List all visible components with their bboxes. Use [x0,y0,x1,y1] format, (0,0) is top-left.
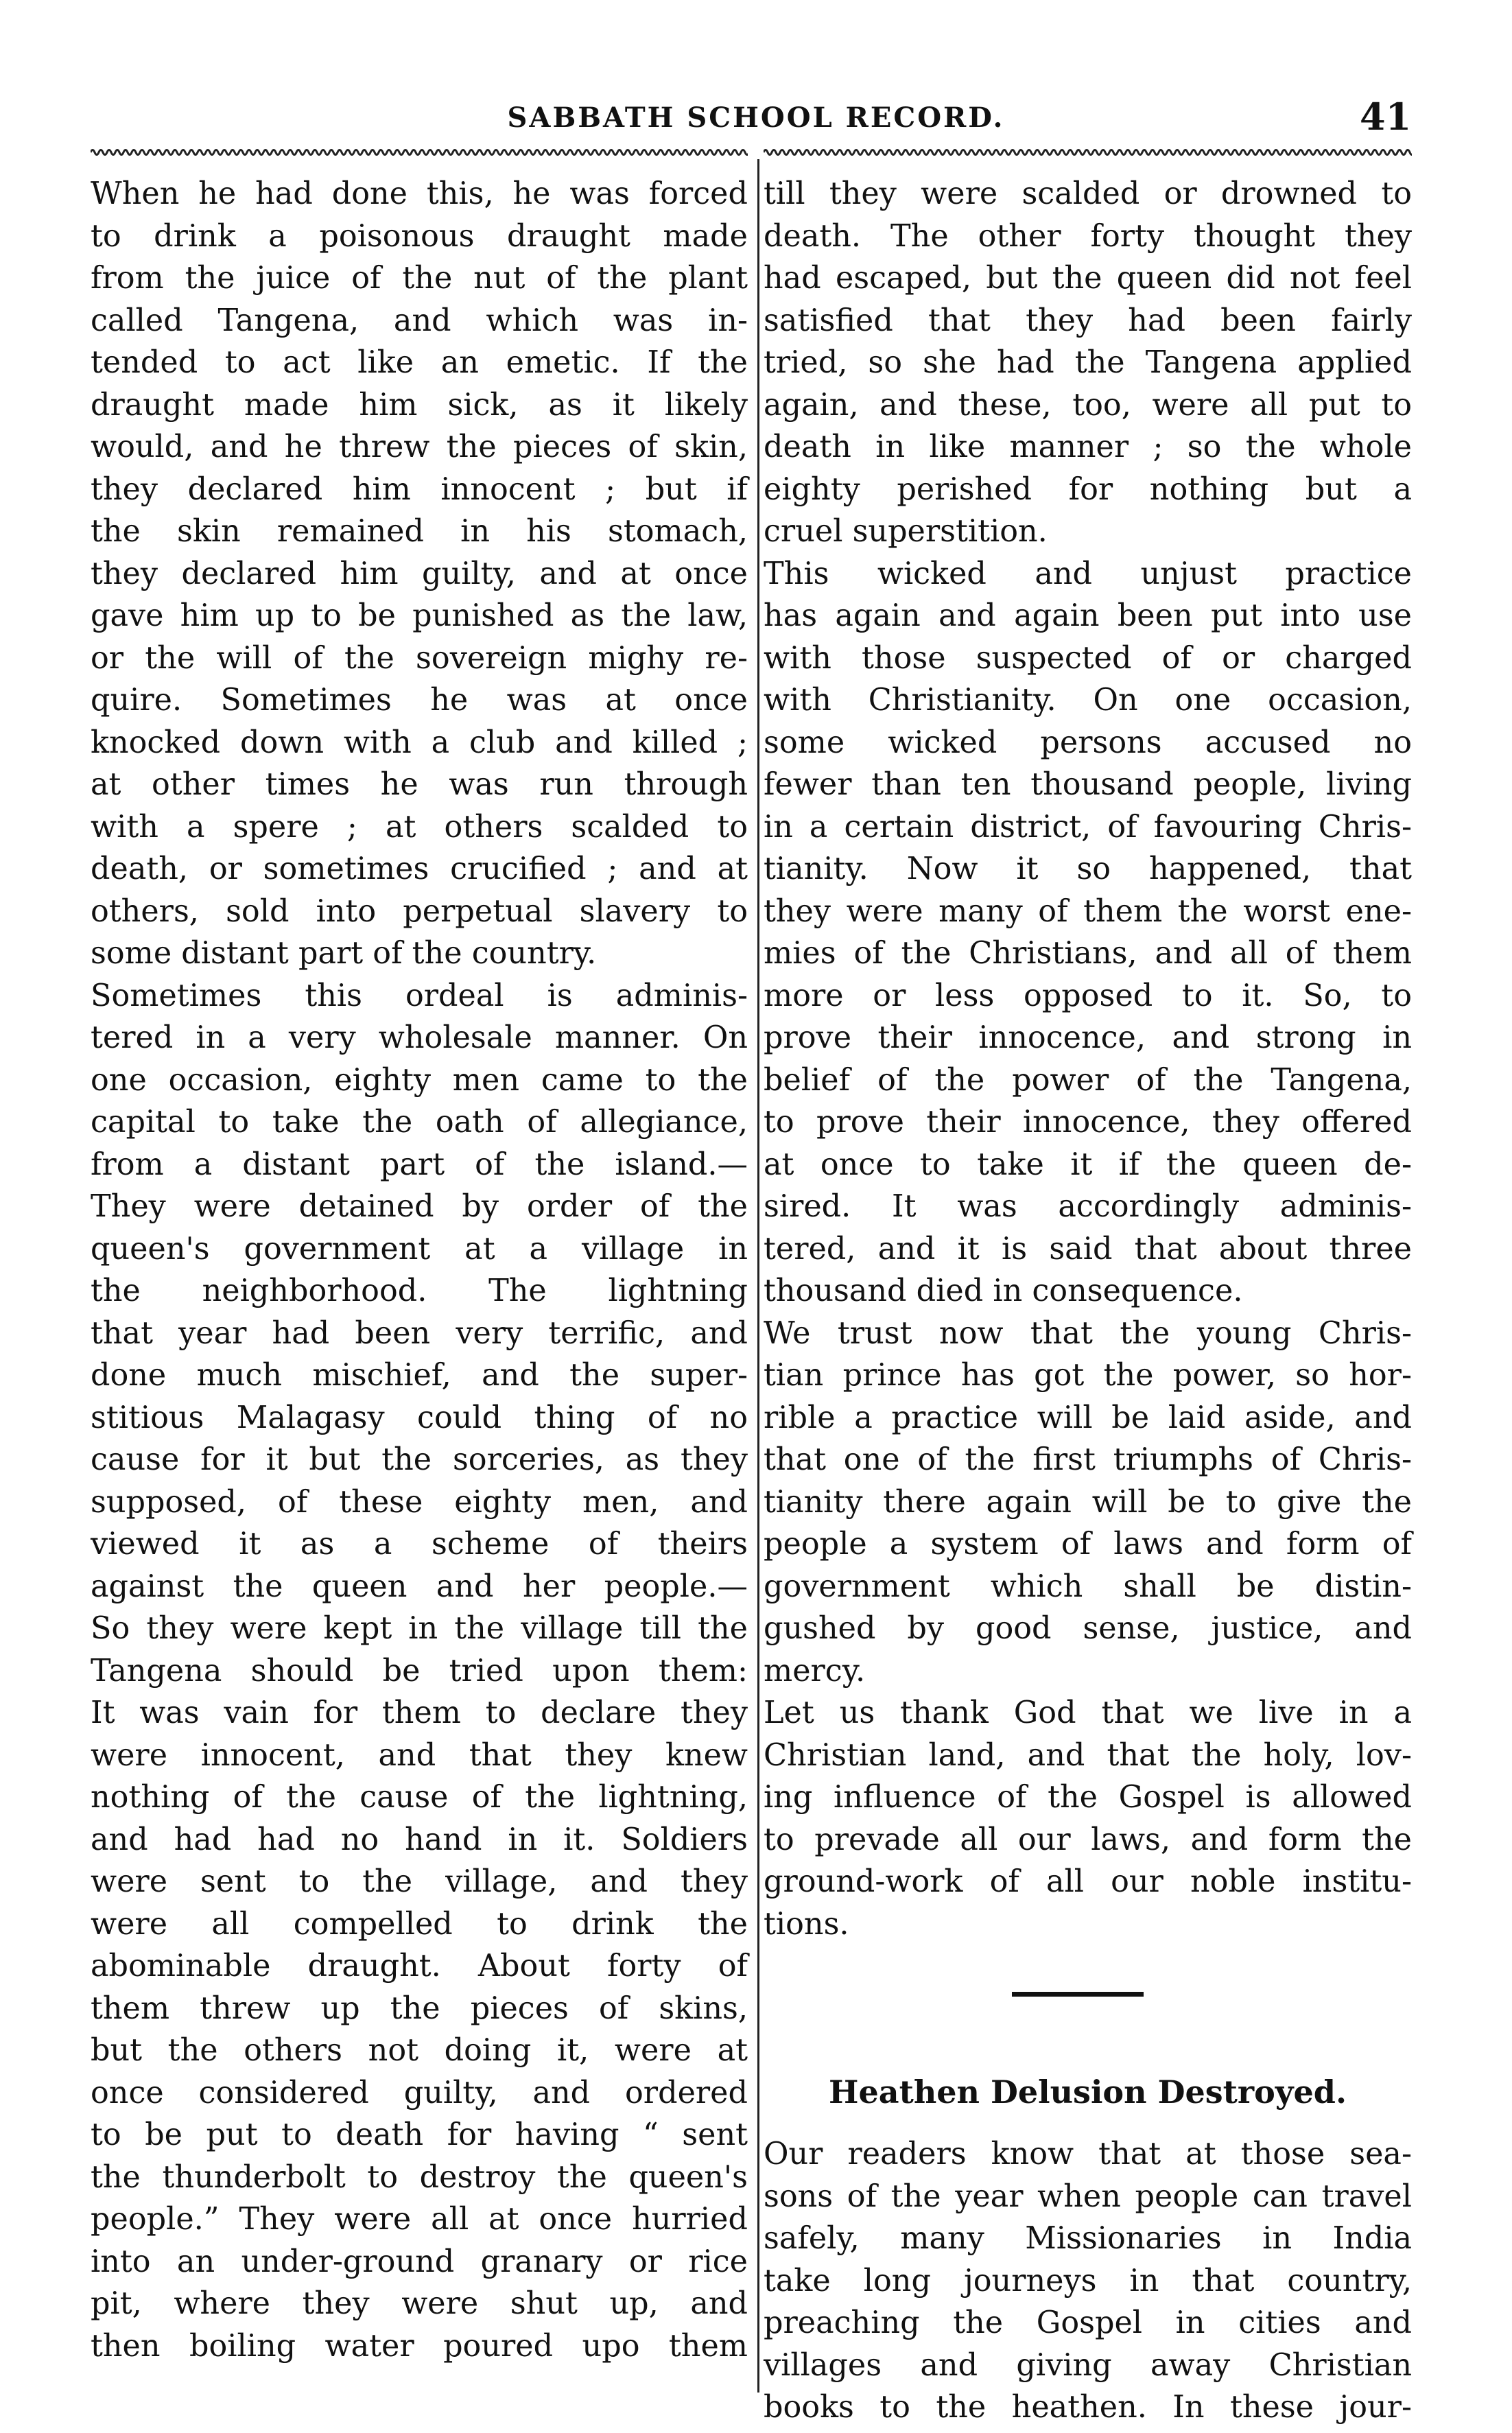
text-line: with Christianity. On one occasion, [764,683,1412,718]
left-column [91,173,748,2367]
text-line: some distant part of the country. [91,936,597,971]
text-line: they were many of them the worst ene- [764,893,1412,929]
text-line: in a certain district, of favouring Chris- [764,809,1412,845]
text-line: We trust now that the young Chris- [764,1315,1412,1351]
text-line: queen's government at a village in [91,1231,748,1267]
text-line: against the queen and her people.— [91,1568,748,1604]
text-line: sons of the year when people can travel [764,2178,1412,2214]
header-rule-right [764,145,1412,159]
text-line: at once to take it if the queen de- [764,1147,1412,1182]
text-line: the thunderbolt to destroy the queen's [91,2159,748,2195]
text-line: to be put to death for having “ sent [91,2117,748,2152]
header-rule-left [91,145,748,159]
text-line: were all compelled to drink the [91,1906,748,1942]
text-line: would, and he threw the pieces of skin, [91,430,748,465]
text-line: to prove their innocence, they offered [764,1105,1412,1140]
text-line: were innocent, and that they knew [91,1737,748,1773]
text-line: or the will of the sovereign mighy re- [91,640,748,676]
text-line: some wicked persons accused no [764,725,1412,760]
text-line: pit, where they were shut up, and [91,2286,748,2321]
text-line: others, sold into perpetual slavery to [91,893,748,929]
text-line: supposed, of these eighty men, and [91,1484,748,1520]
text-line: tended to act like an emetic. If the [91,345,748,380]
text-line: death, or sometimes crucified ; and at [91,851,748,886]
text-line: prove their innocence, and strong in [764,1020,1412,1055]
running-title: SABBATH SCHOOL RECORD. [507,102,1005,134]
text-line: tian prince has got the power, so hor- [764,1358,1412,1393]
text-line: gave him up to be punished as the law, [91,598,748,633]
text-line: to prevade all our laws, and form the [764,1822,1412,1857]
right-column [764,173,1412,2429]
text-line: mies of the Christians, and all of them [764,936,1412,971]
text-line: they declared him innocent ; but if [91,471,748,507]
text-line: eighty perished for nothing but a [764,471,1412,507]
text-line: mercy. [764,1653,866,1689]
text-line: gushed by good sense, justice, and [764,1611,1412,1646]
text-line: cause for it but the sorceries, as they [91,1442,748,1477]
text-line: draught made him sick, as it likely [91,387,748,423]
text-line: were sent to the village, and they [91,1864,748,1899]
text-line: abominable draught. About forty of [91,1949,748,1984]
text-line: quire. Sometimes he was at once [91,683,748,718]
text-line: government which shall be distin- [764,1568,1412,1604]
text-line: tianity. Now it so happened, that [764,851,1412,886]
text-line: one occasion, eighty men came to the [91,1062,748,1098]
text-line: people.” They were all at once hurried [91,2202,748,2237]
text-line: into an under-ground granary or rice [91,2244,748,2279]
text-line: fewer than ten thousand people, living [764,767,1412,802]
text-line: till they were scalded or drowned to [764,176,1412,211]
text-line: When he had done this, he was forced [91,176,748,211]
text-line: stitious Malagasy could thing of no [91,1400,748,1435]
text-line: take long journeys in that country, [764,2263,1412,2299]
text-line: Tangena should be tried upon them: [91,1653,748,1689]
text-line: ground-work of all our noble institu- [764,1864,1412,1899]
text-line: knocked down with a club and killed ; [91,725,748,760]
text-line: then boiling water poured upo them [91,2328,748,2364]
text-line: that one of the first triumphs of Chris- [764,1442,1412,1477]
text-line: tered, and it is said that about three [764,1231,1412,1267]
text-line: thousand died in consequence. [764,1273,1243,1308]
text-line: more or less opposed to it. So, to [764,978,1412,1013]
text-line: So they were kept in the village till the [91,1611,748,1646]
text-line: villages and giving away Christian [764,2347,1412,2383]
right-column-text-after [764,2133,1412,2429]
text-line: belief of the power of the Tangena, [764,1062,1412,1098]
text-line: tianity there again will be to give the [764,1484,1412,1520]
text-line: sired. It was accordingly adminis- [764,1189,1412,1224]
text-line: with those suspected of or charged [764,640,1412,676]
text-line: people a system of laws and form of [764,1527,1412,1562]
text-line: rible a practice will be laid aside, and [764,1400,1412,1435]
section-separator-rule [764,1945,1412,2071]
text-line: satisfied that they had been fairly [764,303,1412,338]
text-line: tried, so she had the Tangena applied [764,345,1412,380]
text-line: they declared him guilty, and at once [91,556,748,591]
text-line: capital to take the oath of allegiance, [91,1105,748,1140]
text-line: had escaped, but the queen did not feel [764,261,1412,296]
text-line: the skin remained in his stomach, [91,514,748,549]
text-line: has again and again been put into use [764,598,1412,633]
text-line: Let us thank God that we live in a [764,1695,1412,1730]
text-line: called Tangena, and which was in- [91,303,748,338]
text-line: Our readers know that at those sea- [764,2137,1412,2172]
text-line: done much mischief, and the super- [91,1358,748,1393]
text-line: the neighborhood. The lightning [91,1273,748,1308]
text-line: from a distant part of the island.— [91,1147,748,1182]
text-line: tered in a very wholesale manner. On [91,1020,748,1055]
text-line: nothing of the cause of the lightning, [91,1780,748,1815]
text-line: death. The other forty thought they [764,218,1412,254]
right-column-text-before [764,173,1412,1945]
text-line: from the juice of the nut of the plant [91,261,748,296]
text-line: at other times he was run through [91,767,748,802]
text-line: them threw up the pieces of skins, [91,1990,748,2026]
text-line: to drink a poisonous draught made [91,218,748,254]
text-line: preaching the Gospel in cities and [764,2305,1412,2340]
text-line: that year had been very terrific, and [91,1315,748,1351]
section-heading: Heathen Delusion Destroyed. [829,2073,1347,2111]
text-line: tions. [764,1906,849,1942]
text-line: books to the heathen. In these jour- [764,2390,1412,2425]
text-line: safely, many Missionaries in India [764,2221,1412,2256]
text-line: It was vain for them to declare they [91,1695,748,1730]
text-line: again, and these, too, were all put to [764,387,1412,423]
text-line: This wicked and unjust practice [764,556,1412,591]
text-line: with a spere ; at others scalded to [91,809,748,845]
text-line: Christian land, and that the holy, lov- [764,1737,1412,1773]
text-line: viewed it as a scheme of theirs [91,1527,748,1562]
text-line: Sometimes this ordeal is adminis- [91,978,748,1013]
text-line: but the others not doing it, were at [91,2033,748,2068]
page-number: 41 [1360,95,1412,139]
text-line: death in like manner ; so the whole [764,430,1412,465]
text-line: ing influence of the Gospel is allowed [764,1780,1412,1815]
text-line: cruel superstition. [764,514,1048,549]
text-line: They were detained by order of the [91,1189,748,1224]
column-divider [757,159,759,2393]
text-line: and had had no hand in it. Soldiers [91,1822,748,1857]
text-line: once considered guilty, and ordered [91,2075,748,2111]
